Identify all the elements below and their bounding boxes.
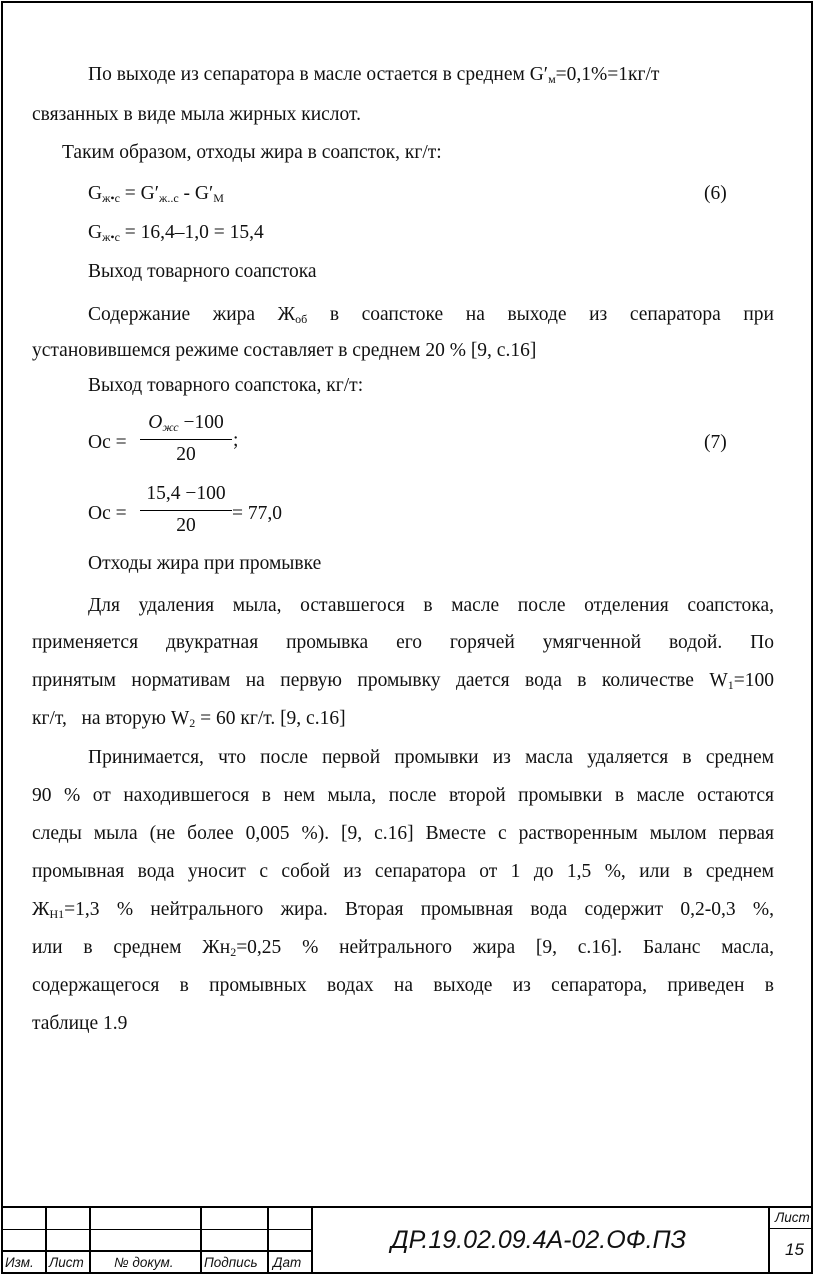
text-span: связанных в виде мыла жирных кислот. (32, 104, 361, 125)
formula-number-7: (7) (704, 432, 727, 453)
text-span: или в среднем Жн (32, 937, 231, 958)
subscript: 2 (230, 945, 237, 959)
stamp-col-line (200, 1206, 202, 1274)
text-span: Ж (32, 899, 50, 920)
subscript: ж•с (102, 230, 120, 244)
text-span: установившемся режиме составляет в среднем 20 % [9, с.16] (32, 340, 537, 361)
subscript: ж..с (159, 191, 179, 205)
formula-symbol: G (88, 222, 103, 243)
paragraph-balance-line5 (32, 891, 774, 934)
stamp-row-line (1, 1229, 312, 1230)
paragraph-washing-line2: применяется двукратная промывка его горячей умягченной водой. По (32, 632, 774, 653)
heading-washing-losses: Отходы жира при промывке (88, 553, 322, 574)
paragraph-fat-waste-intro: Таким образом, отходы жира в соапсток, кг/т: (62, 142, 442, 163)
stamp-col-line (45, 1206, 47, 1274)
paragraph-balance-line6 (32, 929, 774, 972)
paragraph-washing-line4 (32, 700, 774, 743)
formula-symbol: G (88, 183, 103, 204)
document-code: ДР.19.02.09.4А-02.ОФ.ПЗ (391, 1226, 686, 1254)
paragraph-soapstock-yield-units: Выход товарного соапстока, кг/т: (88, 375, 364, 396)
formula-7-calc-fraction (140, 483, 232, 543)
stamp-label-list: Лист (49, 1255, 84, 1270)
fraction-bar (140, 510, 232, 511)
formula-6 (88, 183, 224, 206)
fraction-numerator (140, 412, 232, 435)
text-span: в соапстоке на выходе из сепаратора при (307, 304, 774, 325)
paragraph-balance-line3: следы мыла (не более 0,005 %). [9, с.16] Вместе с растворенным мылом первая (32, 823, 774, 844)
formula-7-lhs: Ос = (88, 432, 127, 453)
stamp-sheet-divider (768, 1228, 813, 1229)
text-span: =1,3 % нейтрального жира. Вторая промывная вода содержит 0,2-0,3 %, (64, 899, 774, 920)
heading-soapstock-yield: Выход товарного соапстока (88, 261, 317, 282)
text-span: =0,1%=1кг/т (555, 64, 660, 85)
sheet-number: 15 (785, 1240, 804, 1259)
text-span: =100 (733, 670, 774, 691)
fraction-numerator: 15,4 −100 (146, 483, 226, 504)
formula-symbol: = G′ (119, 183, 160, 204)
subscript: Н1 (49, 907, 65, 921)
text-span: По выходе из сепаратора в масле остается в среднем G′ (88, 64, 549, 85)
fraction-denominator: 20 (176, 444, 196, 465)
formula-number-6: (6) (704, 183, 727, 204)
subscript: 1 (727, 678, 734, 692)
stamp-label-dokum: № докум. (114, 1255, 174, 1270)
title-block (1, 1206, 813, 1274)
stamp-col-line (768, 1206, 770, 1274)
text-span: принятым нормативам на первую промывку дается вода в количестве W (32, 670, 728, 691)
paragraph-balance-line4: промывная вода уносит с собой из сепаратора от 1 до 1,5 %, или в среднем (32, 861, 774, 882)
paragraph-fat-content-line2 (32, 332, 774, 370)
stamp-col-line (267, 1206, 269, 1274)
formula-symbol: −100 (178, 412, 224, 433)
stamp-label-podpis: Подпись (204, 1255, 258, 1270)
stamp-row-line (1, 1250, 312, 1252)
formula-7-calc-lhs: Ос = (88, 503, 127, 524)
paragraph-balance-line2: 90 % от находившегося в нем мыла, после второй промывки в масле остаются (32, 785, 774, 806)
paragraph-washing-line3 (32, 662, 774, 705)
formula-7-semicolon: ; (233, 430, 239, 451)
formula-7-fraction (140, 412, 232, 472)
stamp-label-sheet: Лист (775, 1210, 810, 1225)
text-span: =0,25 % нейтрального жира [9, с.16]. Баланс масла, (236, 937, 774, 958)
stamp-label-izm: Изм. (5, 1255, 34, 1270)
subscript: ж•с (102, 191, 120, 205)
formula-symbol: - G′ (178, 183, 214, 204)
subscript: М (213, 191, 224, 205)
paragraph-line (32, 96, 774, 134)
fraction-denominator: 20 (176, 515, 196, 536)
paragraph-balance-line1: Принимается, что после первой промывки из масла удаляется в среднем (88, 747, 774, 768)
text-span: = 60 кг/т. [9, с.16] (195, 708, 346, 729)
paragraph-balance-line8: таблице 1.9 (32, 1013, 128, 1034)
stamp-col-line (311, 1206, 313, 1274)
formula-7-calc-result: = 77,0 (232, 503, 282, 524)
stamp-col-line (89, 1206, 91, 1274)
formula-6-calculation (88, 222, 264, 245)
paragraph-washing-line1: Для удаления мыла, оставшегося в масле после отделения соапстока, (88, 595, 774, 616)
formula-symbol: = 16,4–1,0 = 15,4 (119, 222, 264, 243)
subscript: 2 (189, 716, 196, 730)
stamp-label-dat: Дат (273, 1255, 302, 1270)
formula-symbol: О (148, 412, 163, 433)
subscript: жс (162, 420, 179, 434)
paragraph-balance-line7: содержащегося в промывных водах на выходе из сепаратора, приведен в (32, 975, 774, 996)
subscript: об (295, 312, 308, 326)
paragraph-separator-output (32, 56, 774, 99)
stamp-top-border (1, 1206, 813, 1208)
text-span: кг/т, на вторую W (32, 708, 190, 729)
text-span: Содержание жира Ж (88, 304, 296, 325)
subscript: м (548, 72, 556, 86)
fraction-bar (140, 439, 232, 440)
